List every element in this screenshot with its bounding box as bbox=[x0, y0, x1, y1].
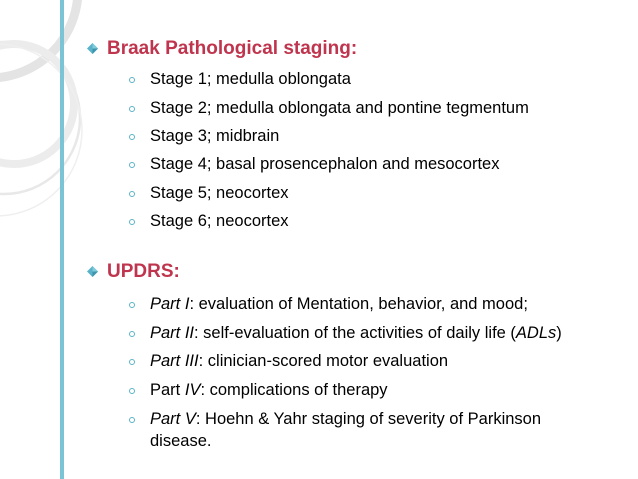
ring-bullet-icon bbox=[129, 106, 135, 112]
braak-item-text: Stage 2; medulla oblongata and pontine tegmentum bbox=[150, 99, 529, 117]
ring-bullet-icon bbox=[129, 134, 135, 140]
ring-bullet-icon bbox=[129, 359, 135, 365]
ring-bullet-icon bbox=[129, 162, 135, 168]
diamond-bullet-icon bbox=[87, 266, 98, 277]
ring-bullet-icon bbox=[129, 219, 135, 225]
updrs-item-close: ) bbox=[556, 324, 562, 342]
braak-item bbox=[150, 211, 289, 231]
braak-item bbox=[150, 98, 529, 118]
updrs-part-label: Part III bbox=[150, 352, 199, 370]
braak-item-text: Stage 1; medulla oblongata bbox=[150, 70, 351, 88]
updrs-item-text: : evaluation of Mentation, behavior, and mood; bbox=[189, 295, 528, 313]
updrs-item bbox=[150, 294, 528, 314]
ring-bullet-icon bbox=[129, 417, 135, 423]
updrs-item-continuation bbox=[150, 431, 211, 451]
updrs-heading bbox=[107, 261, 180, 283]
ring-bullet-icon bbox=[129, 388, 135, 394]
updrs-part-label: Part V bbox=[150, 410, 196, 428]
braak-item-text: Stage 6; neocortex bbox=[150, 212, 289, 230]
updrs-item-text: : clinician-scored motor evaluation bbox=[198, 352, 449, 370]
diamond-bullet-icon bbox=[87, 43, 98, 54]
ring-bullet-icon bbox=[129, 191, 135, 197]
updrs-item bbox=[150, 380, 388, 400]
updrs-item-text: : self-evaluation of the activities of daily life ( bbox=[194, 324, 516, 342]
ring-bullet-icon bbox=[129, 331, 135, 337]
updrs-item-pre: Part bbox=[150, 381, 185, 399]
braak-heading bbox=[107, 38, 357, 60]
updrs-heading-text: UPDRS: bbox=[107, 261, 180, 282]
braak-item-text: Stage 5; neocortex bbox=[150, 184, 289, 202]
updrs-item bbox=[150, 351, 448, 371]
ring-bullet-icon bbox=[129, 302, 135, 308]
updrs-item-text: : complications of therapy bbox=[200, 381, 388, 399]
braak-item bbox=[150, 154, 499, 174]
braak-heading-text: Braak Pathological staging: bbox=[107, 38, 358, 59]
braak-item bbox=[150, 69, 351, 89]
updrs-part-label: Part II bbox=[150, 324, 195, 342]
ring-bullet-icon bbox=[129, 77, 135, 83]
updrs-part-label: Part I bbox=[150, 295, 190, 313]
updrs-item bbox=[150, 409, 541, 429]
braak-item-text: Stage 3; midbrain bbox=[150, 127, 280, 145]
updrs-item bbox=[150, 323, 562, 343]
updrs-item-text: disease. bbox=[150, 432, 212, 450]
braak-item bbox=[150, 126, 279, 146]
braak-item bbox=[150, 183, 289, 203]
braak-item-text: Stage 4; basal prosencephalon and mesocortex bbox=[150, 155, 500, 173]
updrs-item-text: : Hoehn & Yahr staging of severity of Parkinson bbox=[195, 410, 542, 428]
updrs-part-label: IV bbox=[184, 381, 201, 399]
updrs-adls-label: ADLs bbox=[515, 324, 557, 342]
